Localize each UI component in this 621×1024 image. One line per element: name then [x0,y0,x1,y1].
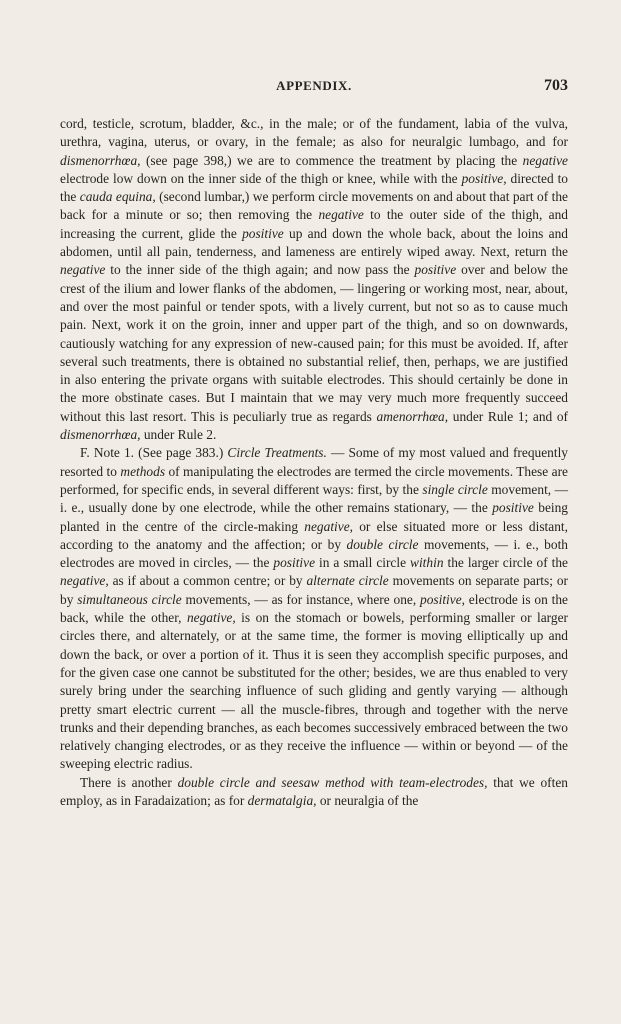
text-span: cord, testicle, scrotum, bladder, &c., in the male; or of the fundament, labia of the vulva, urethra, vagina, uterus, or ovary, in the female; as also for neuralgic lumbago, and for [60,116,568,150]
paragraph-note-circle-treatments [60,444,568,773]
text-span: movements on separate parts; or by [60,573,568,607]
text-span: or else situated more or less distant, according to the anatomy and the affection; or by [60,518,568,552]
page-header [60,78,568,98]
paragraph-double-circle [60,774,568,811]
italic-term: cauda equina, [79,189,156,205]
text-span: to the inner side of the thigh again; and now pass the [105,262,415,278]
text-span: directed to the [60,170,568,205]
body-text [60,115,568,810]
italic-term: dismenorrhœa, [60,152,141,168]
text-span: There is another [80,774,178,790]
text-span: the larger circle of the [443,555,568,571]
text-span: movement, — i. e., usually done by one electrode, while the other remains stationary, — the [60,481,568,516]
text-span: movements, — as for instance, where one, [181,591,420,607]
italic-term: dismenorrhœa, [60,427,141,443]
text-span: over and below the crest of the ilium and lower flanks of the abdomen, — lingering or working most, near, about, and over the most painful or tender spots, with a lively current, but not so as to cause much pain. Next, work it on the groin, inner and upper part of the thigh, and so on downwards, cautiously watching for any expression of new-caused pain; for this must be avoided. If, after several such treatments, there is obtained no substantial relief, then, perhaps, we are justified in also entering the private organs with suitable electrodes. This should certainly be done in the more obstinate cases. But I maintain that we may very much more frequently succeed without this last resort. This is peculiarly true as regards [60,262,568,424]
text-span: electrode low down on the inner side of the thigh or knee, while with the [60,170,462,186]
italic-term: negative [60,262,106,278]
italic-term: double circle [346,536,419,552]
text-span: that we often employ, as in Faradaization; as for [60,774,568,808]
italic-term: negative, [60,573,109,589]
text-span: is on the stomach or bowels, performing smaller or larger circles there, and alternately, or at the same time, the former is moving elliptically up and down the back, or over a portion of it. Thus it is seen they accomplish specific purposes, and for the given case one cannot be substituted for the other; besides, we are thus enabled to very surely bring under the searching influence of such gliding and gently varying — although pretty smart electric current — all the muscle-fibres, through and together with the nerve trunks and their depending branches, as each becomes successively embraced between the two relatively changing electrodes, or as they receive the influence — within or beyond — of the sweeping electric radius. [60,610,568,772]
italic-term: positive [414,262,457,278]
italic-term: negative, [186,610,236,626]
text-span: or neuralgia of the [316,792,419,808]
text-span: electrode is on the back, while the other, [60,591,568,626]
italic-term: positive [242,225,284,241]
italic-term: positive, [420,591,465,607]
text-span: F. Note 1. (See page 383.) [80,445,228,461]
text-span: up and down the whole back, about the loins and abdomen, until all pain, tenderness, and lameness are entirely wiped away. Next, return the [60,225,568,260]
text-span: to the outer side of the thigh, and increasing the current, glide the [60,207,568,241]
text-span: movements, — i. e., both electrodes are moved in circles, — the [60,536,568,571]
text-span: of manipulating the electrodes are termed the circle movements. These are performed, for specific ends, in several different ways: first, by the [60,463,568,497]
text-span: (second lumbar,) we perform circle movements on and about that part of the back for a minute or so; then removing the [60,189,568,223]
running-head: APPENDIX. [276,78,352,93]
italic-term: dermatalgia, [247,792,317,808]
text-span: (see page 398,) we are to commence the treatment by placing the [140,152,523,168]
page-number: 703 [544,77,568,94]
italic-term: alternate circle [306,573,389,589]
italic-term: double circle and seesaw method with team-electrodes, [177,774,488,790]
text-span: under Rule 2. [140,427,217,443]
italic-term: methods [120,463,166,479]
italic-term: positive [273,555,316,571]
italic-term: negative [318,207,364,223]
italic-term: negative [522,152,568,168]
italic-term: positive, [461,170,507,186]
italic-term: simultaneous circle [77,591,182,607]
italic-term: within [410,555,444,571]
paragraph-continuation [60,115,568,444]
italic-term: Circle Treatments. [227,445,327,461]
italic-term: positive [492,500,534,516]
italic-term: amenorrhœa, [376,408,449,424]
text-span: being planted in the centre of the circle-making [60,500,568,534]
text-span: — Some of my most valued and frequently resorted to [60,445,568,479]
italic-term: negative, [304,518,354,534]
text-span: as if about a common centre; or by [108,573,307,589]
text-span: in a small circle [315,555,411,571]
italic-term: single circle [422,481,488,497]
text-span: under Rule 1; and of [448,408,569,424]
